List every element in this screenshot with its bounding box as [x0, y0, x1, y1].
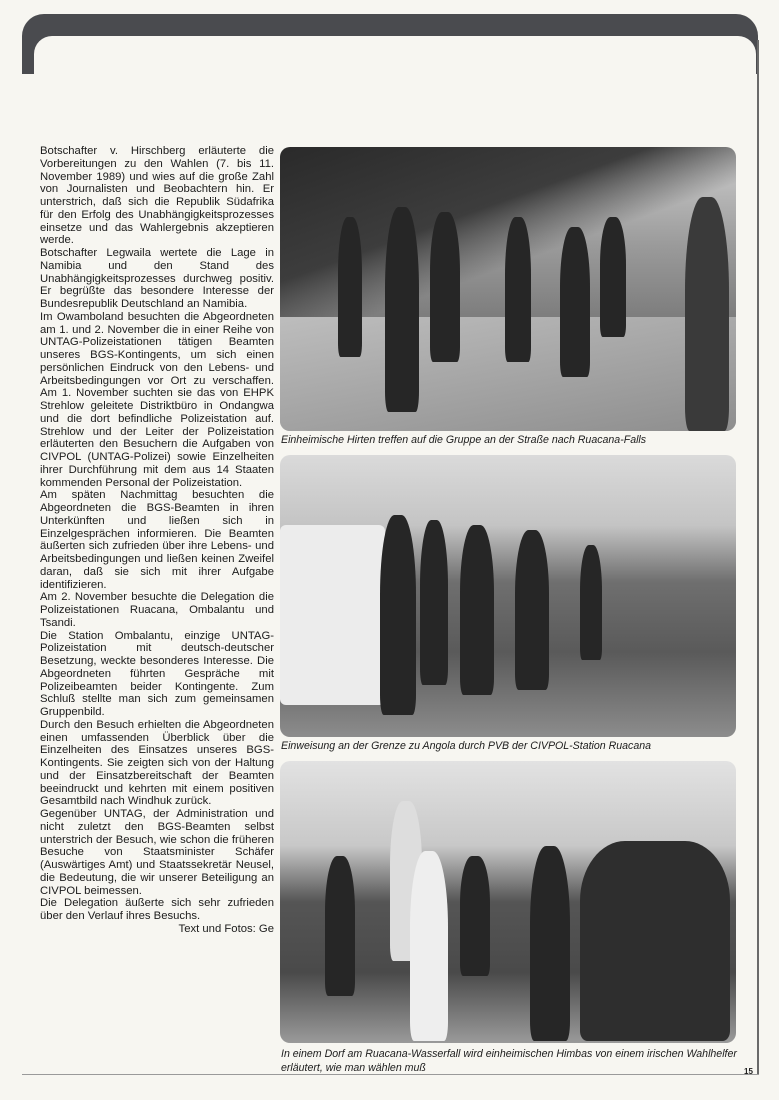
paragraph: Die Station Ombalantu, einzige UNTAG-Polizeistation mit deutsch-deutscher Besetzung, weckte besonderes Interesse. Die Abgeordneten führten Gespräche mit Polizeibeamten beider Kontingente. Zum Schluß stellte man sich zum gemeinsamen Gruppenbild.	[40, 629, 274, 718]
paragraph: Botschafter Legwaila wertete die Lage in Namibia und den Stand des Unabhängigkeitsprozesses durchweg positiv. Er begrüßte das besondere Interesse der Bundesrepublik Deutschland an Namibia.	[40, 247, 274, 310]
person	[385, 207, 419, 412]
photo-caption: In einem Dorf am Ruacana-Wasserfall wird einheimischen Himbas von einem irischen Wahlhelfer erläutert, wie man wählen muß	[281, 1048, 737, 1074]
vehicle	[280, 525, 385, 705]
person	[380, 515, 416, 715]
photo-caption: Einheimische Hirten treffen auf die Gruppe an der Straße nach Ruacana-Falls	[281, 434, 647, 446]
person	[600, 217, 626, 337]
person	[505, 217, 531, 362]
person	[430, 212, 460, 362]
paragraph: Am späten Nachmittag besuchten die Abgeordneten die BGS-Beamten in ihren Unterkünften und ließen sich in Einzelgesprächen informieren. Die Beamten äußerten sich zufrieden über ihre Lebens- und Arbeitsbedingungen und ließen keinen Zweifel daran, daß sie sich mit ihrer Aufgabe identifizieren.	[40, 489, 274, 591]
page-border-right	[757, 40, 759, 1075]
paragraph: Im Owamboland besuchten die Abgeordneten am 1. und 2. November die in einer Reihe von UNTAG-Polizeistationen tätigen Beamten unseres BGS-Kontingents, um sich einen persönlichen Eindruck von den Lebens- und Arbeitsbedingungen vor Ort zu verschaffen. Am 1. November suchten sie das von EHPK Strehlow geleitete Distriktbüro in Ondangwa und die dort befindliche Polizeistation auf. Strehlow und der Leiter der Polizeistation erläuterten den Besuchern die Aufgaben von CIVPOL (UNTAG-Polizei) sowie Einzelheiten ihrer Durchführung mit dem aus 14 Staaten kommenden Personal der Polizeistation.	[40, 310, 274, 489]
person	[420, 520, 448, 685]
photo-village-himbas	[280, 761, 736, 1043]
paragraph: Am 2. November besuchte die Delegation die Polizeistationen Ruacana, Ombalantu und Tsandi.	[40, 591, 274, 629]
person	[460, 525, 494, 695]
crowd	[580, 841, 730, 1041]
person	[460, 856, 490, 976]
photo-credit: Text und Fotos: Ge	[178, 922, 274, 935]
paragraph: Durch den Besuch erhielten die Abgeordneten einen umfassenden Überblick über die Einzelheiten des Einsatzes unseres BGS-Kontingents. Sie zeigten sich von der Haltung und der Einsatzbereitschaft der Beamten beeindruckt und kehrten mit einem positiven Gesamtbild nach Windhuk zurück.	[40, 718, 274, 808]
photo-caption: Einweisung an der Grenze zu Angola durch PVB der CIVPOL-Station Ruacana	[281, 740, 652, 752]
person	[530, 846, 570, 1041]
page-number: 15	[744, 1067, 753, 1076]
photo-herders-on-road	[280, 147, 736, 431]
page-header-inner	[34, 36, 756, 96]
person	[325, 856, 355, 996]
person	[580, 545, 602, 660]
person	[685, 197, 729, 431]
article-text-column	[40, 145, 274, 936]
person	[338, 217, 362, 357]
paragraph: Die Delegation äußerte sich sehr zufrieden über den Verlauf ihres Besuchs.	[40, 897, 274, 922]
paragraph: Gegenüber UNTAG, der Administration und nicht zuletzt den BGS-Beamten selbst unterstrich der Besuch, wie schon die früheren Besuche von Staatsminister Schäfer (Auswärtiges Amt) und Staatssekretär Neusel, die Bedeutung, die wir unserer Beteiligung an CIVPOL beimessen.	[40, 808, 274, 897]
photo-border-briefing	[280, 455, 736, 737]
paragraph: Botschafter v. Hirschberg erläuterte die Vorbereitungen zu den Wahlen (7. bis 11. November 1989) und wies auf die große Zahl von Journalisten und Beobachtern hin. Er unterstrich, daß sich die Republik Südafrika für den Erfolg des Unabhängigkeitsprozesses einsetze und das Wahlergebnis akzeptieren werde.	[40, 145, 274, 247]
person	[560, 227, 590, 377]
person	[410, 851, 448, 1041]
person	[515, 530, 549, 690]
